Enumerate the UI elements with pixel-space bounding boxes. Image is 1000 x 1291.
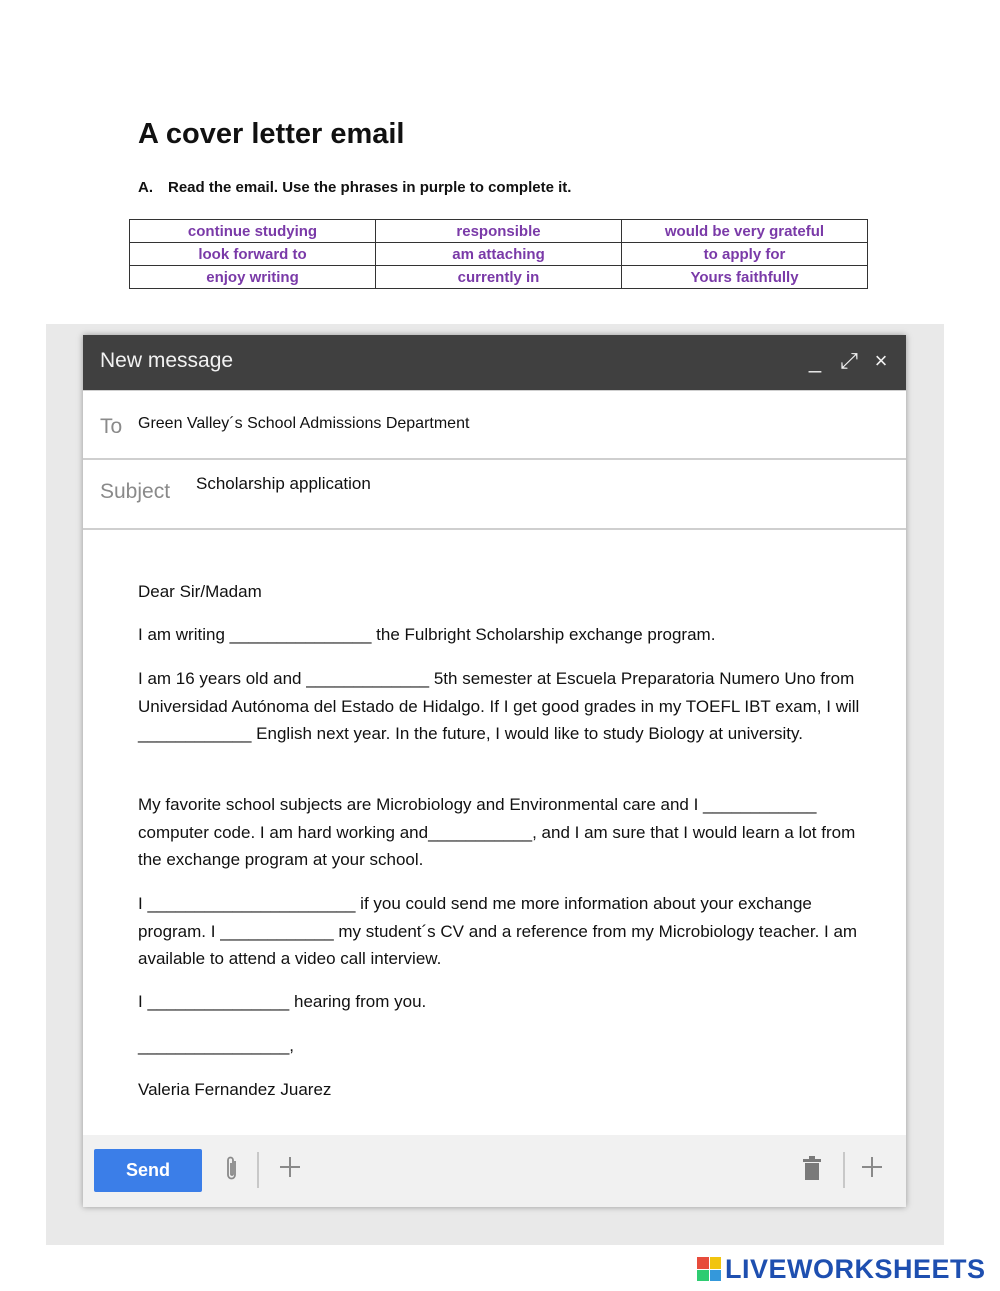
word-bank-cell: would be very grateful [622, 220, 868, 243]
body-paragraph: I am writing _______________ the Fulbright Scholarship exchange program. [138, 625, 716, 644]
close-icon[interactable]: × [874, 348, 888, 373]
word-bank-row [130, 220, 868, 243]
compose-header [83, 335, 906, 390]
instruction-text: Read the email. Use the phrases in purple to complete it. [168, 179, 572, 196]
compose-title: New message [100, 349, 234, 372]
expand-icon[interactable]: ⤢ [840, 348, 858, 373]
subject-value[interactable]: Scholarship application [196, 474, 371, 493]
greeting: Dear Sir/Madam [138, 582, 262, 601]
message-body[interactable] [83, 532, 906, 1135]
send-button[interactable]: Send [94, 1149, 202, 1192]
word-bank-cell: enjoy writing [130, 266, 376, 289]
plus-icon[interactable] [857, 1155, 887, 1185]
compose-toolbar [83, 1135, 906, 1207]
word-bank-cell: currently in [376, 266, 622, 289]
plus-icon[interactable] [275, 1155, 305, 1185]
word-bank-cell: continue studying [130, 220, 376, 243]
instruction [138, 179, 571, 196]
word-bank-row [130, 266, 868, 289]
trash-icon[interactable] [797, 1155, 827, 1185]
word-bank-cell: am attaching [376, 243, 622, 266]
word-bank-cell: to apply for [622, 243, 868, 266]
body-paragraph: I _______________ hearing from you. [138, 992, 427, 1011]
subject-field[interactable] [83, 460, 906, 530]
body-paragraph: I ______________________ if you could send me more information about your exchange program. I ____________ my student´s CV and a reference from my Microbiology teacher. I am available to attend a video call interview. [138, 894, 858, 968]
instruction-letter: A. [138, 179, 153, 196]
word-bank-row [130, 243, 868, 266]
brand-text: LIVEWORKSHEETS [725, 1253, 986, 1284]
paperclip-icon[interactable] [217, 1155, 247, 1185]
signature: Valeria Fernandez Juarez [138, 1080, 332, 1099]
minimize-icon[interactable]: _ [808, 348, 822, 373]
word-bank-table [129, 219, 868, 289]
brand-logo-icon [697, 1257, 721, 1281]
word-bank-cell: responsible [376, 220, 622, 243]
liveworksheets-logo [697, 1252, 986, 1286]
to-value[interactable]: Green Valley´s School Admissions Department [138, 415, 470, 432]
word-bank-cell: look forward to [130, 243, 376, 266]
to-field[interactable] [83, 390, 906, 460]
page-title: A cover letter email [138, 118, 405, 150]
toolbar-divider [257, 1152, 259, 1188]
body-paragraph: My favorite school subjects are Microbiology and Environmental care and I ____________ computer code. I am hard working and___________, and I am sure that I would learn a lot from the exchange program at your school. [138, 795, 856, 869]
closing: ________________, [138, 1036, 294, 1055]
compose-window [83, 335, 906, 1207]
toolbar-divider [843, 1152, 845, 1188]
to-label: To [100, 415, 123, 438]
subject-label: Subject [100, 480, 171, 503]
body-paragraph: I am 16 years old and _____________ 5th semester at Escuela Preparatoria Numero Uno from Universidad Autónoma del Estado de Hidalgo. If I get good grades in my TOEFL IBT exam, I will ____________ English next year. In the future, I would like to study Biology at university. [138, 669, 860, 743]
word-bank-cell: Yours faithfully [622, 266, 868, 289]
